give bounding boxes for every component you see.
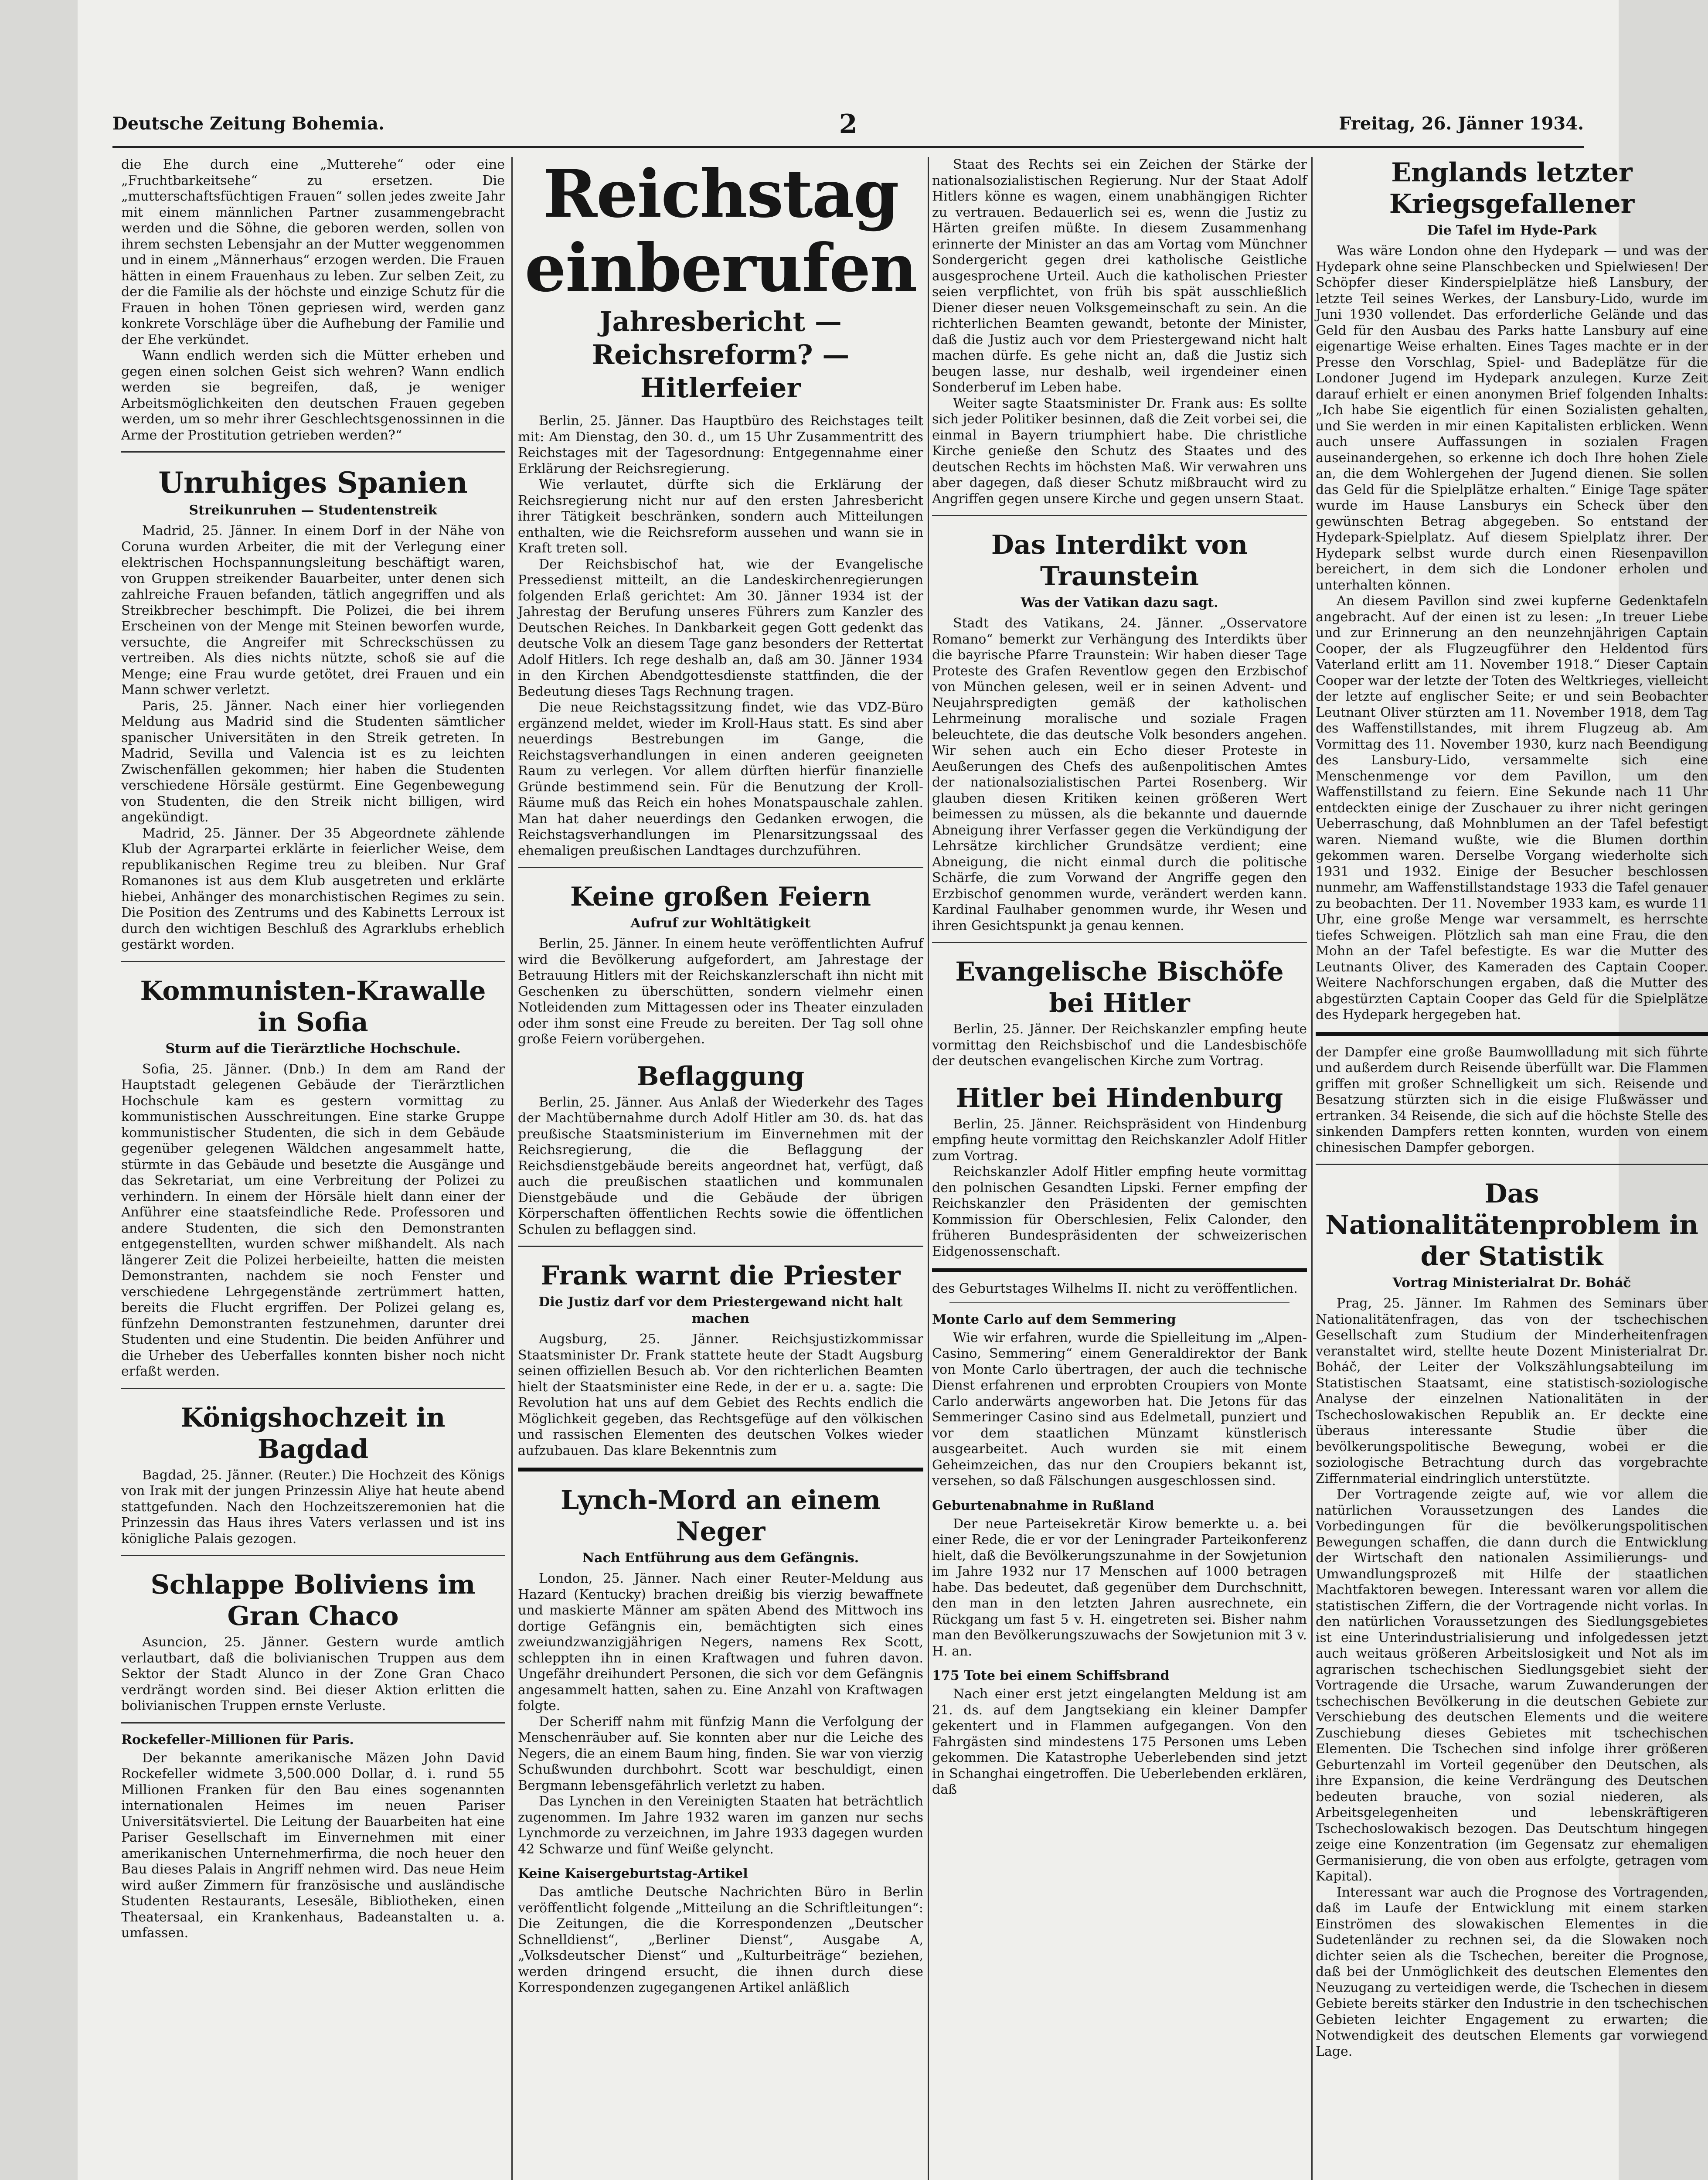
article-text: Wie wir erfahren, wurde die Spielleitung im „Alpen-Casino, Semmering“ einem Generaldirektor der Bank von Monte Carlo übertragen, der auch die technische Dienst erfahrenen und erprobten Croupiers von Monte Carlo anderwärts angeworben hat. Die Jetons für das Semmeringer Casino sind aus Edelmetall, punziert und vor dem staatlichen Münzamt künstlerisch ausgearbeitet. Auch wurden sie mit einem Geheimzeichen, das nur den Croupiers bekannt ist, versehen, so daß Fälschungen ausgeschlossen sind. [932, 1330, 1307, 1489]
headline-traunstein: Das Interdikt von Traunstein [991, 530, 1248, 592]
divider [949, 1302, 1290, 1303]
article-text: Der Reichsbischof hat, wie der Evangelische Pressedienst mitteilt, an die Landeskirchenregierungen folgenden Erlaß gerichtet: Am 30. Jänner 1934 ist der Jahrestag der Berufung unseres Führers zum Kanzler des Deutschen Reiches. In Dankbarkeit gegen Gott gedenkt das deutsche Volk an diesem Tage ganz besonders der Rettertat Adolf Hitlers. Ich rege deshalb an, daß am 30. Jänner 1934 in den Kirchen Abendgottesdienste stattfinden, die der Bedeutung dieses Tags Rechnung tragen. [518, 556, 923, 699]
article-text: der Dampfer eine große Baumwollladung mit sich führte und außerdem durch Reisende überfüllt war. Die Flammen griffen mit großer Schnelligkeit um sich. Reisende und Besatzung stürzten sich in die eisige Flußwässer und ertranken. 34 Reisende, die sich auf die höchste Stelle des sinkenden Dampfers retten konnten, wurden von einem chinesischen Dampfer geborgen. [1316, 1044, 1708, 1155]
divider [121, 961, 505, 962]
divider [121, 451, 505, 453]
column-1 [121, 157, 505, 1942]
subheadline-frank: Die Justiz darf vor dem Priestergewand nicht halt machen [538, 1294, 903, 1326]
article-text: Die neue Reichstagssitzung findet, wie das VDZ-Büro ergänzend meldet, wieder im Kroll-Haus statt. Es sind aber neuerdings Bestrebungen im Gange, die Reichstagsverhandlungen in einen anderen geeigneten Raum zu verlegen. Vor allem dürften hierfür finanzielle Gründe bestimmend sein. Für die Benutzung der Kroll-Räume muß das Reich ein hohes Monatspauschale zahlen. Man hat daher neuerdings den Gedanken erwogen, die Reichstagsverhandlungen im Plenarsitzungssaal des ehemaligen preußischen Landtages durchzuführen. [518, 700, 923, 858]
article-text: Asuncion, 25. Jänner. Gestern wurde amtlich verlautbart, daß die bolivianischen Truppen aus dem Sektor der Stadt Alunco in der Zone Gran Chaco verdrängt worden sind. Bei dieser Aktion erlitten die bolivianischen Truppen ernste Verluste. [121, 1635, 505, 1713]
header-rule [112, 146, 1584, 148]
article-text: Reichskanzler Adolf Hitler empfing heute vormittag den polnischen Gesandten Lipski. Ferner empfing der Reichskanzler den Präsidenten der gemischten Kommission für Oberschlesien, Felix Calonder, den früheren Bundespräsidenten der schweizerischen Eidgenossenschaft. [932, 1164, 1307, 1259]
article-text: Der neue Parteisekretär Kirow bemerkte u. a. bei einer Rede, die er vor der Leningrader Parteikonferenz hielt, daß die Bevölkerungszunahme in der Sowjetunion im Jahre 1932 nur 17 Menschen auf 1000 betragen habe. Das bedeutet, daß gegenüber dem Durchschnitt, den man in den letzten Jahren ausrechnete, ein Rückgang um fast 5 v. H. eingetreten sei. Bisher nahm man den Bevölkerungszuwachs der Sowjetunion mit 3 v. H. an. [932, 1516, 1307, 1659]
article-text: Was wäre London ohne den Hydepark — und was der Hydepark ohne seine Planschbecken und Spielwiesen! Der Schöpfer dieser Kinderspielplätze hieß Lansbury, der letzte Teil seines Werkes, der Lansbury-Lido, wurde im Juni 1930 vollendet. Das erforderliche Gelände und das Geld für den Ausbau des Parks hatte Lansbury auf eine eigenartige Weise erhalten. Eines Tages machte er in der Presse den Vorschlag, Spiel- und Badeplätze für die Londoner Jugend im Hydepark anzulegen. Kurze Zeit darauf erhielt er einen anonymen Brief folgenden Inhalts: „Ich habe Sie eigentlich für einen Sozialisten gehalten, und Sie werden in mir einen Kapitalisten erblicken. Wenn auch unsere Auffassungen in sozialen Fragen auseinandergehen, so erkenne ich doch Ihre hohen Ziele an, die dem Wohlergehen der Jugend dienen. Sie sollen das Geld für die Spielplätze erhalten.“ Einige Tage später wurde im Hause Lansburys ein Scheck über den gewünschten Betrag abgegeben. So entstand der Hydepark-Spielplatz. Auf diesem Spielplatz ihrer. Der Hydepark selbst wurde durch einen Riesenpavillon bereichert, in dem sich die Londoner erholen und unterhalten können. [1316, 243, 1708, 593]
article-text: Berlin, 25. Jänner. Reichspräsident von Hindenburg empfing heute vormittag den Reichskanzler Adolf Hitler zum Vortrag. [932, 1116, 1307, 1164]
headline-lynch: Lynch-Mord an einem Neger [560, 1485, 881, 1547]
article-text: Prag, 25. Jänner. Im Rahmen des Seminars über Nationalitätenfragen, das von der tschechischen Gesellschaft zum Studium der Minderheitenfragen veranstaltet wird, stellte heute Dozent Ministerialrat Dr. Boháč, der Leiter der Volkszählungsabteilung im Statistischen Staatsamt, eine statistisch-soziologische Analyse der einzelnen Nationalitäten in der Tschechoslowakischen Republik an. Er deckte eine überaus interessante Studie über die bevölkerungspolitische Bewegung, wobei er die soziologische Betrachtung durch das vorgebrachte Ziffernmaterial eindringlich unterstützte. [1316, 1296, 1708, 1486]
headline-geburtenabnahme: Geburtenabnahme in Rußland [932, 1498, 1154, 1513]
divider [121, 1555, 505, 1556]
article-text: Das Lynchen in den Vereinigten Staaten hat beträchtlich zugenommen. Im Jahre 1932 waren im ganzen nur sechs Lynchmorde zu verzeichnen, im Jahre 1933 dagegen wurden 42 Schwarze und fünf Weiße gelyncht. [518, 1794, 923, 1857]
headline-hindenburg: Hitler bei Hindenburg [956, 1083, 1283, 1114]
divider [932, 1268, 1307, 1272]
subheadline-feiern: Aufruf zur Wohltätigkeit [630, 916, 811, 931]
divider [932, 515, 1307, 516]
headline-schiffsbrand: 175 Tote bei einem Schiffsbrand [932, 1668, 1170, 1683]
article-text: Berlin, 25. Jänner. Aus Anlaß der Wiederkehr des Tages der Machtübernahme durch Adolf Hitler am 30. ds. hat das preußische Staatsministerium im Einvernehmen mit der Reichsregierung, die die Beflaggung der Reichsdienstgebäude bereits angeordnet hat, verfügt, daß auch die preußischen staatlichen und kommunalen Dienstgebäude und die Gebäude der übrigen Körperschaften öffentlichen Rechts sowie die öffentlichen Schulen zu beflaggen sind. [518, 1094, 923, 1237]
article-text: Berlin, 25. Jänner. In einem heute veröffentlichten Aufruf wird die Bevölkerung aufgefordert, am Jahrestage der Betrauung Hitlers mit der Reichskanzlerschaft ihn nicht mit Geschenken zu überschütten, sondern vielmehr einen Notleidenden zum Mittagessen oder ins Theater einzuladen oder ihm sonst eine Freude zu bereiten. Der Tag soll ohne große Feiern vorübergehen. [518, 936, 923, 1047]
article-text: Interessant war auch die Prognose des Vortragenden, daß im Laufe der Entwicklung mit einem starken Einströmen des slowakischen Elementes in die Sudetenländer zu rechnen sei, da die Slowaken noch dichter seien als die Tschechen, bereiter die Prognose, daß bei der Unmöglichkeit des deutschen Elementes den Neuzugang zu verteidigen werde, die Tschechen in diesem Gebiete bereits stärker den Industrie in den tschechischen Gebieten leichter Engagement zu erwarten; die Notwendigkeit des deutschen Elements gar vorwiegend Lage. [1316, 1884, 1708, 2059]
article-text: Weiter sagte Staatsminister Dr. Frank aus: Es sollte sich jeder Politiker besinnen, daß die Zeit vorbei sei, die einmal in Bayern triumphiert habe. Die christliche Kirche genieße den Schutz des Staates und des deutschen Rechts im höchsten Maß. Wir verwahren uns aber dagegen, daß dieser Schutz mißbraucht wird zu Angriffen gegen unsere Kirche und gegen unsern Staat. [932, 395, 1307, 507]
article-text: Das amtliche Deutsche Nachrichten Büro in Berlin veröffentlicht folgende „Mitteilung an die Schriftleitungen“: Die Zeitungen, die die Korrespondenzen „Deutscher Schnelldienst“, „Berliner Dienst“, Ausgabe A, „Volksdeutscher Dienst“ und „Kulturbeiträge“ beziehen, werden dringend ersucht, die ihnen durch diese Korrespondenzen zugegangenen Artikel anläßlich [518, 1884, 923, 1995]
headline-nationalitaeten: Das Nationalitätenproblem in der Statistik [1325, 1179, 1698, 1272]
subheadline-spain: Streikunruhen — Studentenstreik [189, 503, 437, 518]
headline-monte-carlo: Monte Carlo auf dem Semmering [932, 1311, 1176, 1327]
article-text: Madrid, 25. Jänner. Der 35 Abgeordnete zählende Klub der Agrarpartei erklärte in feierlicher Weise, dem republikanischen Regime treu zu bleiben. Nur Graf Romanones ist aus dem Klub ausgetreten und erklärte hiebei, Anhänger des monarchistischen Regimes zu sein. Die Position des Zentrums und des Kabinetts Lerroux ist durch den wichtigen Beschluß des Agrarklubs erheblich gestärkt worden. [121, 825, 505, 952]
article-text: An diesem Pavillon sind zwei kupferne Gedenktafeln angebracht. Auf der einen ist zu lesen: „In treuer Liebe und zur Erinnerung an den neunzehnjährigen Captain Cooper, der als Flugzeugführer den Heldentod fürs Vaterland erlitt am 11. November 1918.“ Dieser Captain Cooper war der letzte der Toten des Weltkrieges, vielleicht der letzte auf englischer Seite; er und sein Beobachter Leutnant Oliver stürzten am 11. November 1918, dem Tag des Waffenstillstandes, mit ihrem Flugzeug ab. Am Vormittag des 11. November 1930, kurz nach Beendigung des Lansbury-Lido, versammelte sich eine Menschenmenge vor dem Pavillon, um den Waffenstillstand zu feiern. Eine Sekunde nach 11 Uhr entdeckten einige der Zuschauer zu ihrer nicht geringen Ueberraschung, daß Mohnblumen an der Tafel befestigt waren. Niemand wußte, wie die Blumen dorthin gekommen waren. Derselbe Vorgang wiederholte sich 1931 und 1932. Einige der Besucher beschlossen nunmehr, am Waffenstillstandstage 1933 die Tafel genauer zu beobachten. Der 11. November 1933 kam, es wurde 11 Uhr, eine große Menge war versammelt, es herrschte tiefes Schweigen. Plötzlich sah man eine Frau, die den Mohn an der Tafel befestigte. Es war die Mutter des Leutnants Oliver, des Kameraden des Captain Cooper. Weitere Nachforschungen ergaben, daß die Mutter des abgestürzten Captain Cooper das Geld für die Spielplätze des Hydepark hergegeben hat. [1316, 593, 1708, 1022]
article-text: Der bekannte amerikanische Mäzen John David Rockefeller widmete 3,500.000 Dollar, d. i. rund 55 Millionen Franken für den Bau eines sogenannten internationalen Heimes im neuen Pariser Universitätsviertel. Die Leitung der Bauarbeiten hat eine Pariser Gesellschaft im Einvernehmen mit einer amerikanischen Unternehmerfirma, die noch heuer den Bau dieses Palais in Angriff nehmen wird. Das neue Heim wird außer Zimmern für französische und ausländische Studenten Restaurants, Lesesäle, Bibliotheken, einen Theatersaal, ein Krankenhaus, Badeanstalten u. a. umfassen. [121, 1750, 505, 1941]
column-2 [518, 157, 923, 1996]
article-text: Sofia, 25. Jänner. (Dnb.) In dem am Rand der Hauptstadt gelegenen Gebäude der Tierärztlichen Hochschule kam es gestern vormittag zu kommunistischen Ausschreitungen. Eine starke Gruppe kommunistischer Studenten, die sich in dem Gebäude gegenüber gelegenen Wäldchen angesammelt hatte, stürmte in das Gebäude und besetzte die Ausgänge und das Sekretariat, um eine Verbreitung der Polizei zu verhindern. In einem der Hörsäle hielt dann einer der Anführer eine staatsfeindliche Rede. Professoren und andere Studenten, die sich den Demonstranten entgegenstellten, wurden schwer mißhandelt. Als nach längerer Zeit die Polizei herbeieilte, hatten die meisten Demonstranten, nachdem sie noch Fenster und verschiedene Lehrgegenstände zertrümmert hatten, bereits die Flucht ergriffen. Der Polizei gelang es, fünfzehn Demonstranten festzunehmen, darunter drei Studenten und eine Studentin. Die beiden Anführer und die Urheber des Ueberfalles konnten bisher noch nicht erfaßt werden. [121, 1061, 505, 1379]
column-4 [1316, 157, 1708, 2060]
article-text: Berlin, 25. Jänner. Der Reichskanzler empfing heute vormittag den Reichsbischof und die Landesbischöfe der deutschen evangelischen Kirche zum Vortrag. [932, 1022, 1307, 1069]
subheadline-lynch: Nach Entführung aus dem Gefängnis. [582, 1550, 859, 1566]
main-subheadline: Jahresbericht — Reichsreform? — Hitlerfeier [592, 306, 850, 404]
column-rule [1311, 157, 1313, 2180]
divider [121, 1388, 505, 1389]
article-text: Der Scheriff nahm mit fünfzig Mann die Verfolgung der Menschenräuber auf. Sie konnten aber nur die Leiche des Negers, die an einem Baum hing, finden. Sie war von vierzig Schußwunden durchbohrt. Scott war beschuldigt, einen Bergmann lebensgefährlich verletzt zu haben. [518, 1714, 923, 1793]
running-header [112, 109, 1584, 148]
column-rule [928, 157, 929, 2180]
article-text: London, 25. Jänner. Nach einer Reuter-Meldung aus Hazard (Kentucky) brachen dreißig bis vierzig bewaffnete und maskierte Männer am späten Abend des Mittwoch ins dortige Gefängnis ein, bemächtigten sich eines zweiundzwanzigjährigen Negers, namens Rex Scott, schleppten ihn in einen Kraftwagen und fuhren davon. Ungefähr dreihundert Personen, die sich vor dem Gefängnis angesammelt hatten, sahen zu. Eine Anzahl von Kraftwagen folgte. [518, 1571, 923, 1713]
divider [518, 1468, 923, 1472]
article-text: Madrid, 25. Jänner. In einem Dorf in der Nähe von Coruna wurden Arbeiter, die mit der Verlegung einer elektrischen Hochspannungsleitung beschäftigt waren, von Gruppen streikender Bauarbeiter, unter denen sich zahlreiche Frauen befanden, tätlich angegriffen und als Streikbrecher beschimpft. Die Polizei, die bei ihrem Erscheinen von der Menge mit Steinen beworfen wurde, versuchte, die Angreifer mit Schreckschüssen zu vertreiben. Als dies nichts nützte, schoß sie auf die Menge; eine Frau wurde getötet, drei Frauen und ein Mann schwer verletzt. [121, 523, 505, 698]
headline-england: Englands letzter Kriegsgefallener [1389, 157, 1635, 219]
headline-bagdad: Königshochzeit in Bagdad [180, 1402, 446, 1465]
headline-spain: Unruhiges Spanien [158, 466, 468, 500]
divider [932, 942, 1307, 943]
headline-kaisergeburtstag: Keine Kaisergeburtstag-Artikel [518, 1866, 748, 1881]
headline-feiern: Keine großen Feiern [570, 882, 871, 912]
article-text: Wie verlautet, dürfte sich die Erklärung der Reichsregierung nicht nur auf den ersten Jahresbericht ihrer Tätigkeit beschränken, sondern auch Mitteilungen enthalten, wie die Reichsreform aussehen und wann sie in Kraft treten soll. [518, 477, 923, 556]
article-text: Stadt des Vatikans, 24. Jänner. „Osservatore Romano“ bemerkt zur Verhängung des Interdikts über die bayrische Pfarre Traunstein: Wir haben dieser Tage Proteste des Grafen Reventlow gegen den Erzbischof von München gelesen, weil er in seinen Advent- und Neujahrspredigten gemäß der katholischen Lehrmeinung moralische und soziale Fragen beleuchtete, die das deutsche Volk besonders angehen. Wir sehen auch ein Echo dieser Proteste in Aeußerungen des Chefs des außenpolitischen Amtes der nationalsozialistischen Partei Rosenberg. Wir glauben diesen Kritiken keinen größeren Wert beimessen zu müssen, als die bekannte und dauernde Abneigung ihrer Verfasser gegen die Verkündigung der Lehrsätze kirchlicher Grundsätze verdient; eine Abneigung, die nicht einmal durch die politische Schärfe, die zum Vorwand der Angriffe gegen den Erzbischof genommen wurde, verändert werden kann. Kardinal Faulhaber genommen wurde, ihr Wesen und ihren Gesichtspunkt ja genau kennen. [932, 616, 1307, 933]
subheadline-england: Die Tafel im Hyde-Park [1427, 223, 1597, 238]
divider [121, 1722, 505, 1724]
issue-date: Freitag, 26. Jänner 1934. [1339, 113, 1584, 134]
headline-bischoefe: Evangelische Bischöfe bei Hitler [955, 957, 1284, 1018]
headline-beflaggung: Beflaggung [636, 1061, 805, 1092]
divider [1316, 1032, 1708, 1036]
divider [518, 867, 923, 868]
article-text: Wann endlich werden sich die Mütter erheben und gegen einen solchen Geist sich wehren? Wann endlich werden sie begreifen, daß, je weniger Arbeitsmöglichkeiten den deutschen Frauen gegeben werden, um so mehr ihrer Geschlechtsgenossinnen in die Arme der Prostitution getrieben werden?“ [121, 348, 505, 443]
article-text: die Ehe durch eine „Mutterehe“ oder eine „Fruchtbarkeitsehe“ zu ersetzen. Die „mutterschaftsfüchtigen Frauen“ sollen jedes zweite Jahr mit einem männlichen Partner zusammengebracht werden und die Söhne, die geboren werden, sollen von ihrem sechsten Lebensjahr an der Mutter weggenommen und in einem „Männerhaus“ erzogen werden. Die Frauen hätten in einem Frauenhaus zu leben. Zur selben Zeit, zu der die Familie als der höchste und einzige Schutz für die Frauen in hohen Tönen gepriesen wird, werden ganz konkrete Vorschläge über die Aufhebung der Familie und der Ehe verkündet. [121, 157, 505, 347]
article-text: Staat des Rechts sei ein Zeichen der Stärke der nationalsozialistischen Regierung. Nur der Staat Adolf Hitlers könne es wagen, einem unabhängigen Richter zu vertrauen. Bedauerlich sei es, wenn die Justiz zu Härten greifen müßte. In diesem Zusammenhang erinnerte der Minister an das am Vortag vom Münchner Sondergericht gegen drei katholische Geistliche ausgesprochene Urteil. Auch die katholischen Priester seien verpflichtet, von früh bis spät ausschließlich Diener dieser neuen Volksgemeinschaft zu sein. An die richterlichen Beamten gewandt, betonte der Minister, daß die Justiz auch vor dem Priestergewand nicht halt machen dürfe. Es gehe nicht an, daß die Justiz sich beugen lasse, nur deshalb, weil irgendeiner einen Sonderberuf im Leben habe. [932, 157, 1307, 395]
page-number: 2 [839, 109, 857, 140]
article-text: Berlin, 25. Jänner. Das Hauptbüro des Reichstages teilt mit: Am Dienstag, den 30. d., um 15 Uhr Zusammentritt des Reichstages mit der Tagesordnung: Entgegennahme einer Erklärung der Reichsregierung. [518, 413, 923, 477]
column-rule [511, 157, 513, 2180]
article-text: Der Vortragende zeigte auf, wie vor allem die natürlichen Voraussetzungen des Landes die Vorbedingungen für die bevölkerungspolitischen Bewegungen schaffen, die dann durch die Entwicklung der Wirtschaft den nationalen Assimilierungs- und Umwandlungsprozeß mit Hilfe der staatlichen Machtfaktoren bewegen. Interessant waren vor allem die statistischen Ziffern, die der Vortragende nicht vorlas. In den natürlichen Voraussetzungen des Siedlungsgebietes ist eine Unterindustrialisierung und infolgedessen jetzt auch weitaus größeren Arbeitslosigkeit und Not als im agrarischen tschechischen Siedlungsgebiet sieht der Vortragende die Ursache, warum Zuwanderungen der tschechischen Bevölkerung in die deutschen Gebiete zur Verschiebung des deutschen Elements und die weitere Zuschiebung dieses Gebietes mit tschechischen Elementen. Die Tschechen sind infolge ihrer größeren Geburtenzahl im Vorteil gegenüber den Deutschen, als ihre Expansion, die keine Verdrängung des Deutschen bedeuten brauche, von sozial niederen, als Arbeitsgelegenheiten und lebenskräftigeren Tschechoslowakisch bezogen. Das Deutschtum hingegen zeige eine Konzentration (im Gegensatz zur ehemaligen Germanisierung, die von oben aus erfolgte, getragen vom Kapital). [1316, 1487, 1708, 1884]
divider [518, 1246, 923, 1247]
article-text: Augsburg, 25. Jänner. Reichsjustizkommissar Staatsminister Dr. Frank stattete heute der Stadt Augsburg seinen offiziellen Besuch ab. Vor den richterlichen Beamten hielt der Staatsminister eine Rede, in der er u. a. sagte: Die Revolution hat uns auf dem Gebiet des Rechts endlich die Möglichkeit gegeben, das Rechtsgefüge auf den völkischen und rassischen Elementen des deutschen Volkes wieder aufzubauen. Das klare Bekenntnis zum [518, 1332, 923, 1458]
headline-chaco: Schlappe Boliviens im Gran Chaco [150, 1570, 476, 1632]
article-text: Nach einer erst jetzt eingelangten Meldung ist am 21. ds. auf dem Jangtsekiang ein kleiner Dampfer gekentert und in Flammen aufgegangen. Von den Fahrgästen sind mindestens 175 Personen ums Leben gekommen. Die Katastrophe Ueberlebenden sind jetzt in Schanghai eingetroffen. Die Ueberlebenden erklären, daß [932, 1686, 1307, 1797]
article-text: Paris, 25. Jänner. Nach einer hier vorliegenden Meldung aus Madrid sind die Studenten sämtlicher spanischer Universitäten in den Streik getreten. In Madrid, Sevilla und Valencia ist es zu leichten Zwischenfällen gekommen; hier haben die Studenten verschiedene Hörsäle gestürmt. Eine Gegenbewegung von Studenten, die den Streik nicht billigen, wird angekündigt. [121, 698, 505, 825]
headline-sofia: Kommunisten-Krawalle in Sofia [140, 975, 486, 1038]
column-3 [932, 157, 1307, 1798]
main-headline: Reichstag einberufen [524, 156, 917, 307]
headline-rockefeller: Rockefeller-Millionen für Paris. [121, 1732, 354, 1747]
subheadline-nationalitaeten: Vortrag Ministerialrat Dr. Boháč [1392, 1275, 1631, 1291]
headline-frank: Frank warnt die Priester [541, 1260, 901, 1291]
article-text: des Geburtstages Wilhelms II. nicht zu veröffentlichen. [932, 1281, 1298, 1296]
divider [1316, 1164, 1708, 1165]
newspaper-page [78, 0, 1708, 2180]
masthead-name: Deutsche Zeitung Bohemia. [112, 113, 384, 134]
subheadline-traunstein: Was der Vatikan dazu sagt. [1021, 595, 1218, 610]
subheadline-sofia: Sturm auf die Tierärztliche Hochschule. [165, 1041, 461, 1056]
article-text: Bagdad, 25. Jänner. (Reuter.) Die Hochzeit des Königs von Irak mit der jungen Prinzessin Aliye hat heute abend stattgefunden. Nach den Hochzeitszeremonien hat die Prinzessin das Haus ihres Vaters verlassen und ist ins königliche Palais gezogen. [121, 1467, 505, 1546]
